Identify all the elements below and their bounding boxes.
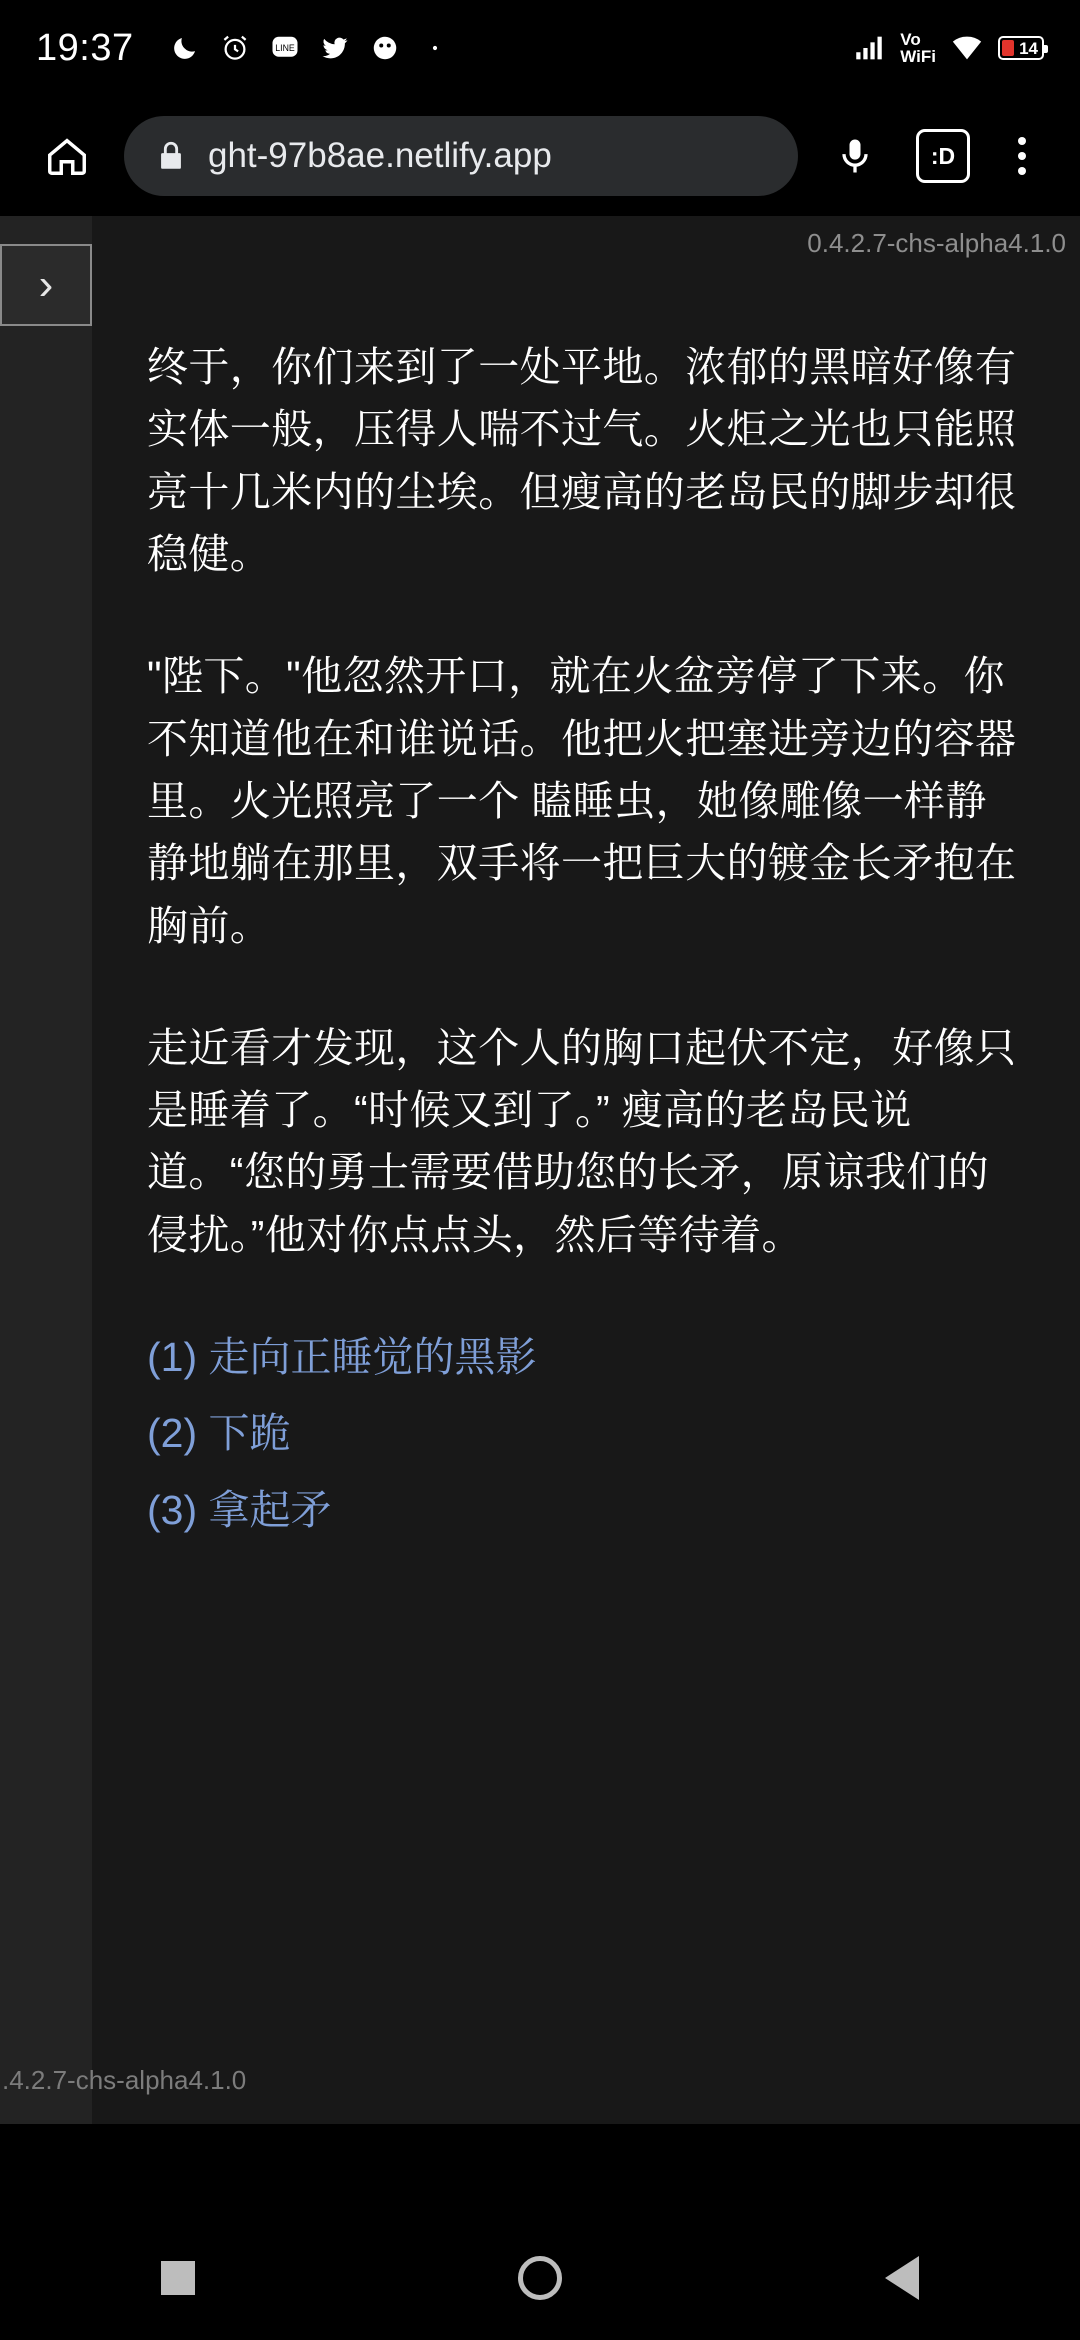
choice-number: (3) [147,1486,198,1533]
circle-home-icon[interactable] [518,2256,562,2300]
dot-icon [418,31,452,65]
choice-label[interactable]: 下跪 [208,1410,291,1457]
web-page-content [0,216,1080,2124]
battery-fill [1002,40,1014,56]
browser-toolbar [0,96,1080,216]
status-bar-left [36,27,852,70]
status-clock: 19:37 [36,26,134,69]
vo-label: Vo [900,30,921,49]
lock-icon [154,139,188,173]
page-left-strip [0,216,92,2124]
battery-icon [998,36,1044,60]
story-paragraph: 终于，你们来到了一处平地。浓郁的黑暗好像有实体一般，压得人喘不过气。火炬之光也只能照亮十几米内的尘埃。但瘦高的老岛民的脚步却很稳健。 [147,344,1017,577]
overflow-menu-icon[interactable] [994,119,1050,193]
twitter-icon [318,31,352,65]
story-paragraph: 走近看才发现，这个人的胸口起伏不定，好像只是睡着了。“时候又到了。” 瘦高的老岛民说道。“您的勇士需要借助您的长矛，原谅我们的侵扰。”他对你点点头，然后等待着。 [147,1024,1017,1258]
line-app-icon [268,31,302,65]
choice-option-3[interactable] [147,1479,1022,1541]
tab-count-label[interactable]: :D [916,129,970,183]
wifi-label: WiFi [900,47,936,66]
microphone-icon[interactable] [818,119,892,193]
svg-text:LINE: LINE [274,43,295,54]
sidebar-toggle-button[interactable]: › [0,244,92,326]
android-navigation-bar [0,2216,1080,2340]
square-recents-icon[interactable] [161,2261,195,2295]
choice-label[interactable]: 走向正睡觉的黑影 [208,1334,537,1381]
home-icon[interactable] [30,119,104,193]
vowifi-indicator [900,31,936,65]
choice-option-1[interactable] [147,1326,1022,1388]
signal-bars-icon [852,31,886,65]
triangle-back-icon[interactable] [885,2256,919,2300]
url-bar[interactable] [124,116,798,196]
choice-option-2[interactable] [147,1402,1022,1464]
battery-level: 14 [1019,39,1038,58]
story-text [92,216,1080,2124]
version-label-bottom: .4.2.7-chs-alpha4.1.0 [2,2065,247,2095]
version-label-top: 0.4.2.7-chs-alpha4.1.0 [807,228,1066,258]
status-bar-right [852,31,1044,65]
status-bar [0,0,1080,96]
app-icon [368,31,402,65]
choice-number: (2) [147,1410,198,1457]
tab-switcher-button[interactable] [906,119,980,193]
alarm-icon [218,31,252,65]
wifi-icon [950,31,984,65]
choice-list [147,1326,1022,1541]
choice-label[interactable]: 拿起矛 [208,1486,332,1533]
story-paragraph: "陛下。"他忽然开口，就在火盆旁停了下来。你不知道他在和谁说话。他把火把塞进旁边的容器里。火光照亮了一个 瞌睡虫，她像雕像一样静静地躺在那里，双手将一把巨大的镀金长矛抱在胸前。 [147,653,1017,949]
url-text[interactable]: ght-97b8ae.netlify.app [208,136,552,175]
choice-number: (1) [147,1334,198,1381]
moon-icon [168,31,202,65]
